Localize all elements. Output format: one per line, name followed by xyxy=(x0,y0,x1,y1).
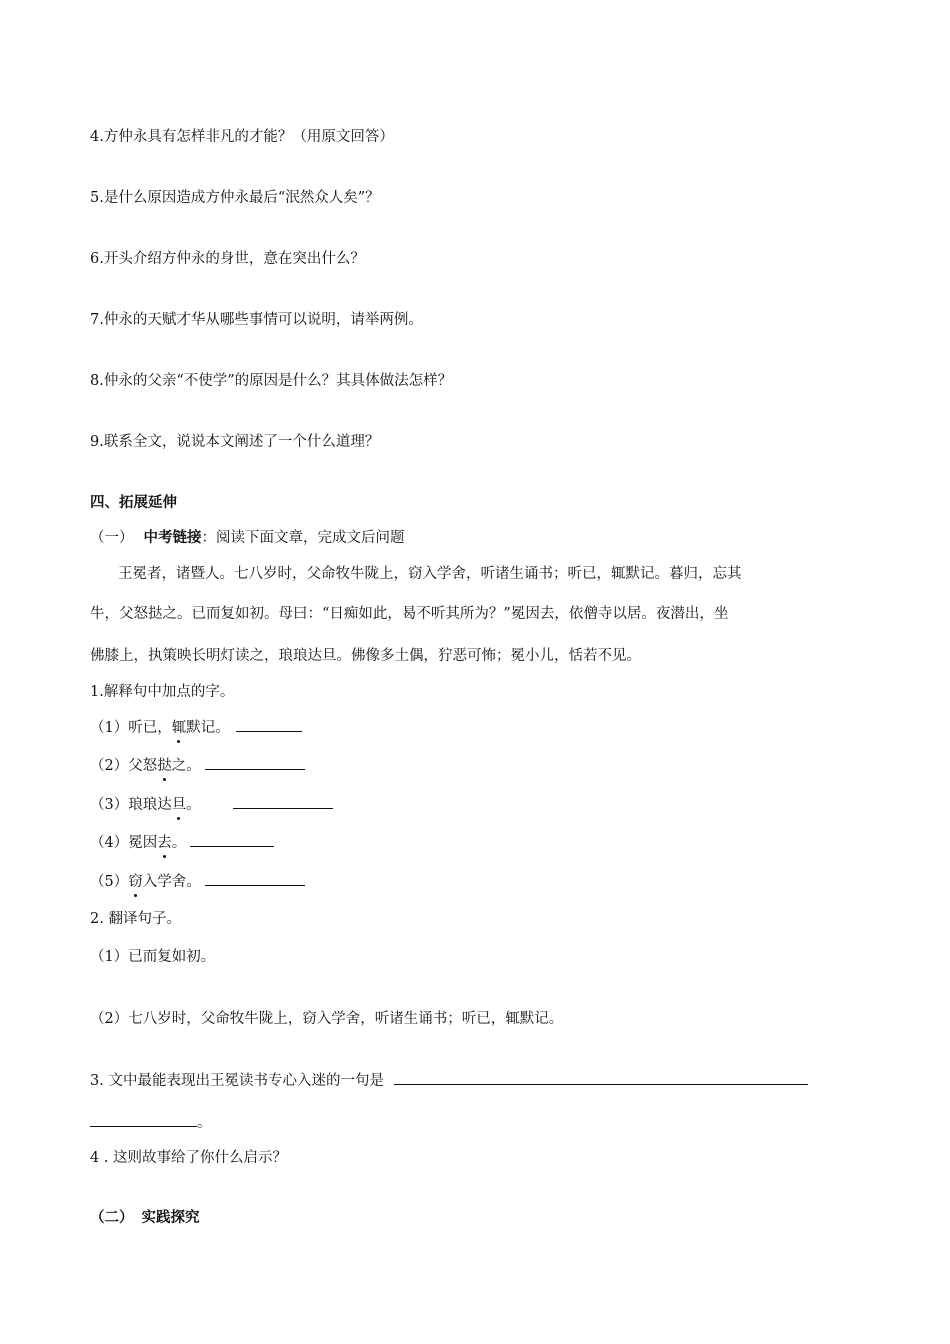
q2-item-1: （1）已而复如初。 xyxy=(90,949,216,965)
q1-item-3 xyxy=(90,794,333,815)
passage-line-1: 王冕者，诸暨人。七八岁时，父命牧牛陇上，窃入学舍，听诸生诵书；听已，辄默记。暮归，忘其 xyxy=(118,566,742,582)
q1-item-text: 之。 xyxy=(171,758,201,774)
dotted-char: 旦 xyxy=(171,797,187,813)
dotted-char: 去 xyxy=(157,835,172,851)
answer-blank[interactable] xyxy=(205,755,305,770)
q3-continuation xyxy=(90,1112,212,1133)
q4: 4 . 这则故事给了你什么启示？ xyxy=(90,1150,288,1166)
q1-item-1 xyxy=(90,717,302,738)
q3 xyxy=(90,1070,808,1091)
q3-text: 3. 文中最能表现出王冕读书专心入迷的一句是 xyxy=(90,1073,384,1089)
subsection-2-prefix: （二） xyxy=(90,1210,134,1226)
answer-blank[interactable] xyxy=(394,1070,808,1085)
q1-item-text: 入学舍。 xyxy=(142,874,201,890)
subsection-1-instruction: ：阅读下面文章，完成文后问题 xyxy=(201,530,405,546)
question-9: 9.联系全文，说说本文阐述了一个什么道理？ xyxy=(90,434,380,450)
q1-item-text: 默记。 xyxy=(186,720,230,736)
q1-item-text: （1）听已， xyxy=(90,720,172,736)
q2-item-2: （2）七八岁时，父命牧牛陇上，窃入学舍，听诸生诵书；听已，辄默记。 xyxy=(90,1011,564,1027)
q1-item-text: （4）冕因 xyxy=(90,835,158,851)
question-6: 6.开头介绍方仲永的身世，意在突出什么？ xyxy=(90,251,365,267)
subsection-1-title xyxy=(90,528,405,548)
q1-item-text: 。 xyxy=(186,797,201,813)
q1-item-text: 。 xyxy=(171,835,187,851)
dotted-char: 挞 xyxy=(157,758,172,774)
question-7: 7.仲永的天赋才华从哪些事情可以说明，请举两例。 xyxy=(90,312,423,328)
q2-title: 2. 翻译句子。 xyxy=(90,911,181,927)
answer-blank[interactable] xyxy=(233,794,333,809)
subsection-1-bold-label: 中考链接 xyxy=(143,530,202,546)
q3-end: 。 xyxy=(197,1115,212,1131)
q1-item-text: （5） xyxy=(90,874,129,890)
q1-item-5 xyxy=(90,871,305,892)
q1-item-4 xyxy=(90,832,274,853)
passage-line-3: 佛膝上，执策映长明灯读之，琅琅达旦。佛像多土偶，狞恶可怖；冕小儿，恬若不见。 xyxy=(90,648,641,664)
passage-line-2: 牛，父怒挞之。已而复如初。母曰：“日痴如此，曷不听其所为？”冕因去，依僧寺以居。夜潜出，坐 xyxy=(90,606,729,622)
q1-item-text: （2）父怒 xyxy=(90,758,158,774)
q1-item-2 xyxy=(90,755,305,776)
question-4: 4.方仲永具有怎样非凡的才能？（用原文回答） xyxy=(90,129,394,145)
answer-blank[interactable] xyxy=(190,832,274,847)
answer-blank[interactable] xyxy=(90,1112,197,1127)
q1-item-text: （3）琅琅达 xyxy=(90,797,172,813)
subsection-2-label: 实践探究 xyxy=(141,1210,200,1226)
dotted-char: 窃 xyxy=(128,874,143,890)
subsection-2-title xyxy=(90,1208,200,1228)
answer-blank[interactable] xyxy=(236,717,302,732)
dotted-char: 辄 xyxy=(171,720,187,736)
q1-title: 1.解释句中加点的字。 xyxy=(90,684,235,700)
question-5: 5.是什么原因造成方仲永最后“泯然众人矣”？ xyxy=(90,190,380,206)
subsection-1-prefix: （一） xyxy=(90,530,134,546)
section-heading: 四、拓展延伸 xyxy=(90,495,177,511)
answer-blank[interactable] xyxy=(205,871,305,886)
question-8: 8.仲永的父亲“不使学”的原因是什么？其具体做法怎样？ xyxy=(90,373,453,389)
